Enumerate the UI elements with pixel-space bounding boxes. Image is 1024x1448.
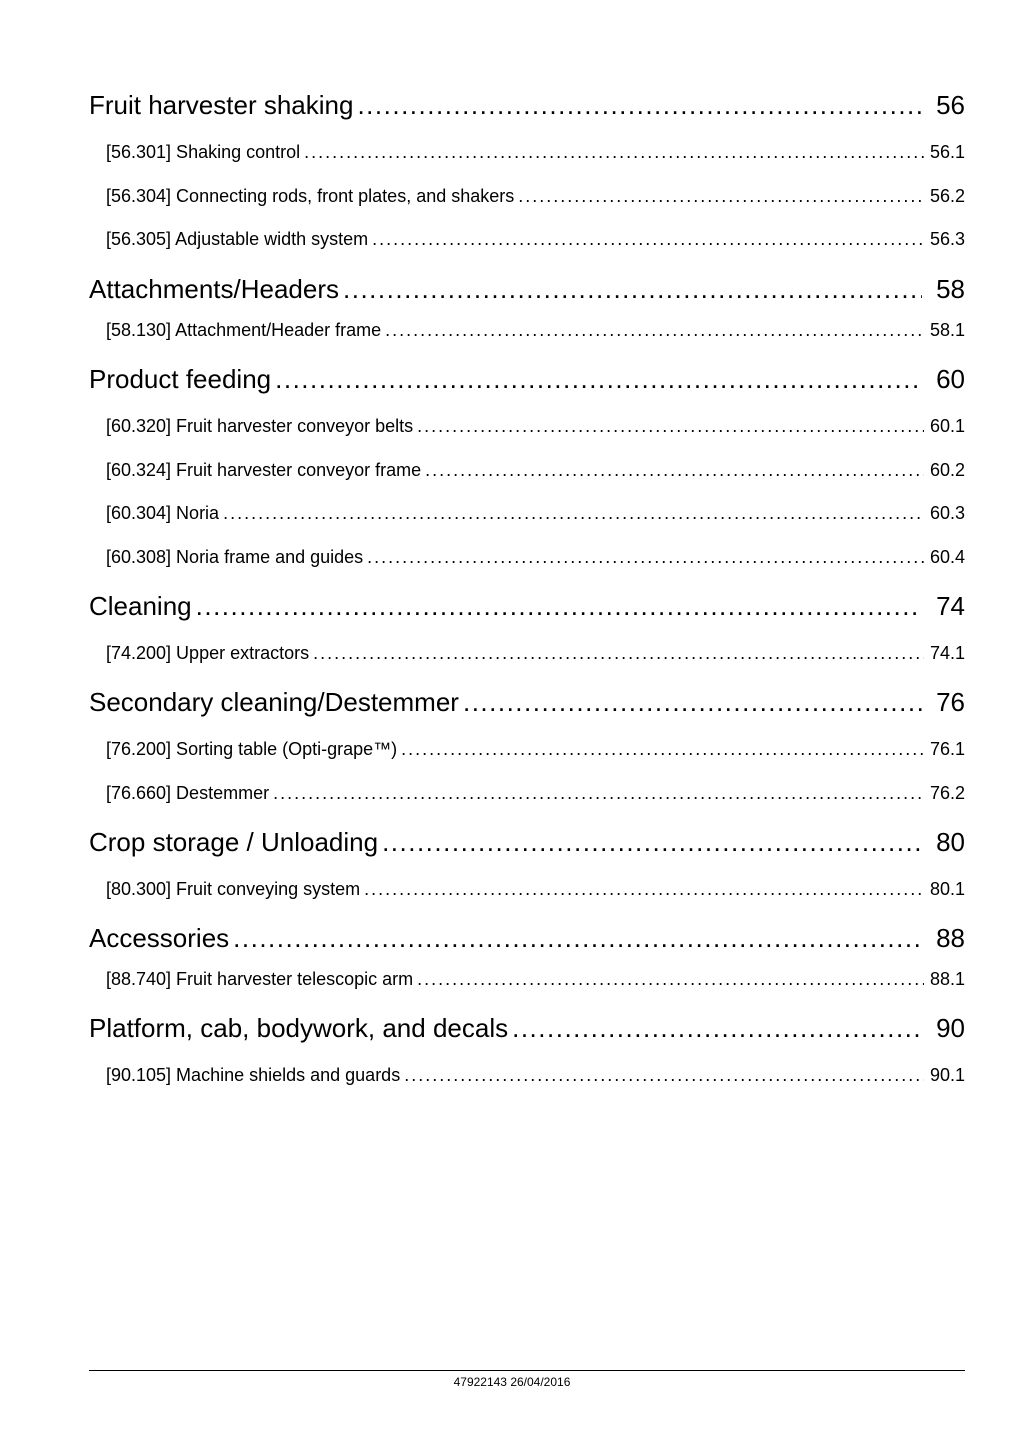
toc-section-76-200[interactable] xyxy=(106,739,965,760)
dot-leader xyxy=(417,416,924,437)
toc-title: [60.320] Fruit harvester conveyor belts xyxy=(106,416,414,436)
footer-document-id: 47922143 26/04/2016 xyxy=(453,1375,571,1389)
toc-title: Secondary cleaning/Destemmer xyxy=(89,687,459,717)
footer-rule xyxy=(89,1370,965,1371)
toc-page-number: 74.1 xyxy=(929,643,965,663)
toc-title: [60.324] Fruit harvester conveyor frame xyxy=(106,460,422,480)
toc-section-56-301[interactable] xyxy=(106,142,965,163)
toc-title: Product feeding xyxy=(89,364,272,394)
toc-page-number: 88.1 xyxy=(929,969,965,989)
toc-chapter-product-feeding[interactable] xyxy=(89,364,965,395)
dot-leader xyxy=(417,969,924,990)
dot-leader xyxy=(223,503,924,524)
toc-page-number: 56.3 xyxy=(929,229,965,249)
toc-title: [60.308] Noria frame and guides xyxy=(106,547,364,567)
dot-leader xyxy=(233,923,922,954)
toc-page-number: 76.2 xyxy=(929,783,965,803)
toc-chapter-platform-cab[interactable] xyxy=(89,1013,965,1044)
dot-leader xyxy=(273,783,924,804)
toc-page-number: 60.3 xyxy=(929,503,965,523)
toc-title: [76.200] Sorting table (Opti-grape™) xyxy=(106,739,398,759)
toc-section-88-740[interactable] xyxy=(106,969,965,990)
toc-section-60-304[interactable] xyxy=(106,503,965,524)
dot-leader xyxy=(313,643,924,664)
toc-page-number: 58.1 xyxy=(929,320,965,340)
toc-title: [76.660] Destemmer xyxy=(106,783,270,803)
toc-section-60-324[interactable] xyxy=(106,460,965,481)
toc-page-number: 60 xyxy=(936,364,965,394)
toc-page-number: 56.2 xyxy=(929,186,965,206)
toc-section-56-304[interactable] xyxy=(106,186,965,207)
toc-page-number: 76 xyxy=(936,687,965,717)
toc-title: [56.301] Shaking control xyxy=(106,142,301,162)
toc-title: [60.304] Noria xyxy=(106,503,220,523)
dot-leader xyxy=(385,320,924,341)
toc-page-number: 90.1 xyxy=(929,1065,965,1085)
toc-page-number: 60.2 xyxy=(929,460,965,480)
toc-page-number: 56.1 xyxy=(929,142,965,162)
toc-title: [56.305] Adjustable width system xyxy=(106,229,369,249)
toc-section-60-308[interactable] xyxy=(106,547,965,568)
dot-leader xyxy=(367,547,924,568)
toc-chapter-crop-storage[interactable] xyxy=(89,827,965,858)
toc-chapter-attachments-headers[interactable] xyxy=(89,274,965,305)
toc-title: [58.130] Attachment/Header frame xyxy=(106,320,382,340)
dot-leader xyxy=(404,1065,924,1086)
toc-title: [90.105] Machine shields and guards xyxy=(106,1065,401,1085)
toc-page-number: 80.1 xyxy=(929,879,965,899)
toc-page-number: 74 xyxy=(936,591,965,621)
toc-title: Cleaning xyxy=(89,591,192,621)
toc-chapter-accessories[interactable] xyxy=(89,923,965,954)
toc-page-number: 60.1 xyxy=(929,416,965,436)
toc-page-number: 58 xyxy=(936,274,965,304)
dot-leader xyxy=(463,687,922,718)
toc-section-74-200[interactable] xyxy=(106,643,965,664)
toc-section-76-660[interactable] xyxy=(106,783,965,804)
toc-section-58-130[interactable] xyxy=(106,320,965,341)
dot-leader xyxy=(518,186,924,207)
toc-section-90-105[interactable] xyxy=(106,1065,965,1086)
toc-page-number: 88 xyxy=(936,923,965,953)
dot-leader xyxy=(364,879,924,900)
toc-section-56-305[interactable] xyxy=(106,229,965,250)
dot-leader xyxy=(512,1013,922,1044)
toc-title: [74.200] Upper extractors xyxy=(106,643,310,663)
dot-leader xyxy=(304,142,924,163)
toc-title: [88.740] Fruit harvester telescopic arm xyxy=(106,969,414,989)
toc-page-number: 56 xyxy=(936,90,965,120)
toc-section-80-300[interactable] xyxy=(106,879,965,900)
dot-leader xyxy=(275,364,922,395)
toc-page-number: 90 xyxy=(936,1013,965,1043)
toc-title: Accessories xyxy=(89,923,230,953)
toc-title: Platform, cab, bodywork, and decals xyxy=(89,1013,509,1043)
toc-page-number: 76.1 xyxy=(929,739,965,759)
toc-page-number: 60.4 xyxy=(929,547,965,567)
toc-section-60-320[interactable] xyxy=(106,416,965,437)
dot-leader xyxy=(401,739,924,760)
toc-title: Crop storage / Unloading xyxy=(89,827,379,857)
dot-leader xyxy=(343,274,922,305)
toc-chapter-cleaning[interactable] xyxy=(89,591,965,622)
toc-title: Fruit harvester shaking xyxy=(89,90,354,120)
toc-title: Attachments/Headers xyxy=(89,274,340,304)
dot-leader xyxy=(196,591,922,622)
dot-leader xyxy=(357,90,922,121)
toc-page-number: 80 xyxy=(936,827,965,857)
dot-leader xyxy=(372,229,924,250)
dot-leader xyxy=(382,827,922,858)
toc-chapter-secondary-cleaning[interactable] xyxy=(89,687,965,718)
toc-title: [80.300] Fruit conveying system xyxy=(106,879,361,899)
toc-title: [56.304] Connecting rods, front plates, and shakers xyxy=(106,186,515,206)
dot-leader xyxy=(425,460,924,481)
toc-chapter-fruit-harvester-shaking[interactable] xyxy=(89,90,965,121)
